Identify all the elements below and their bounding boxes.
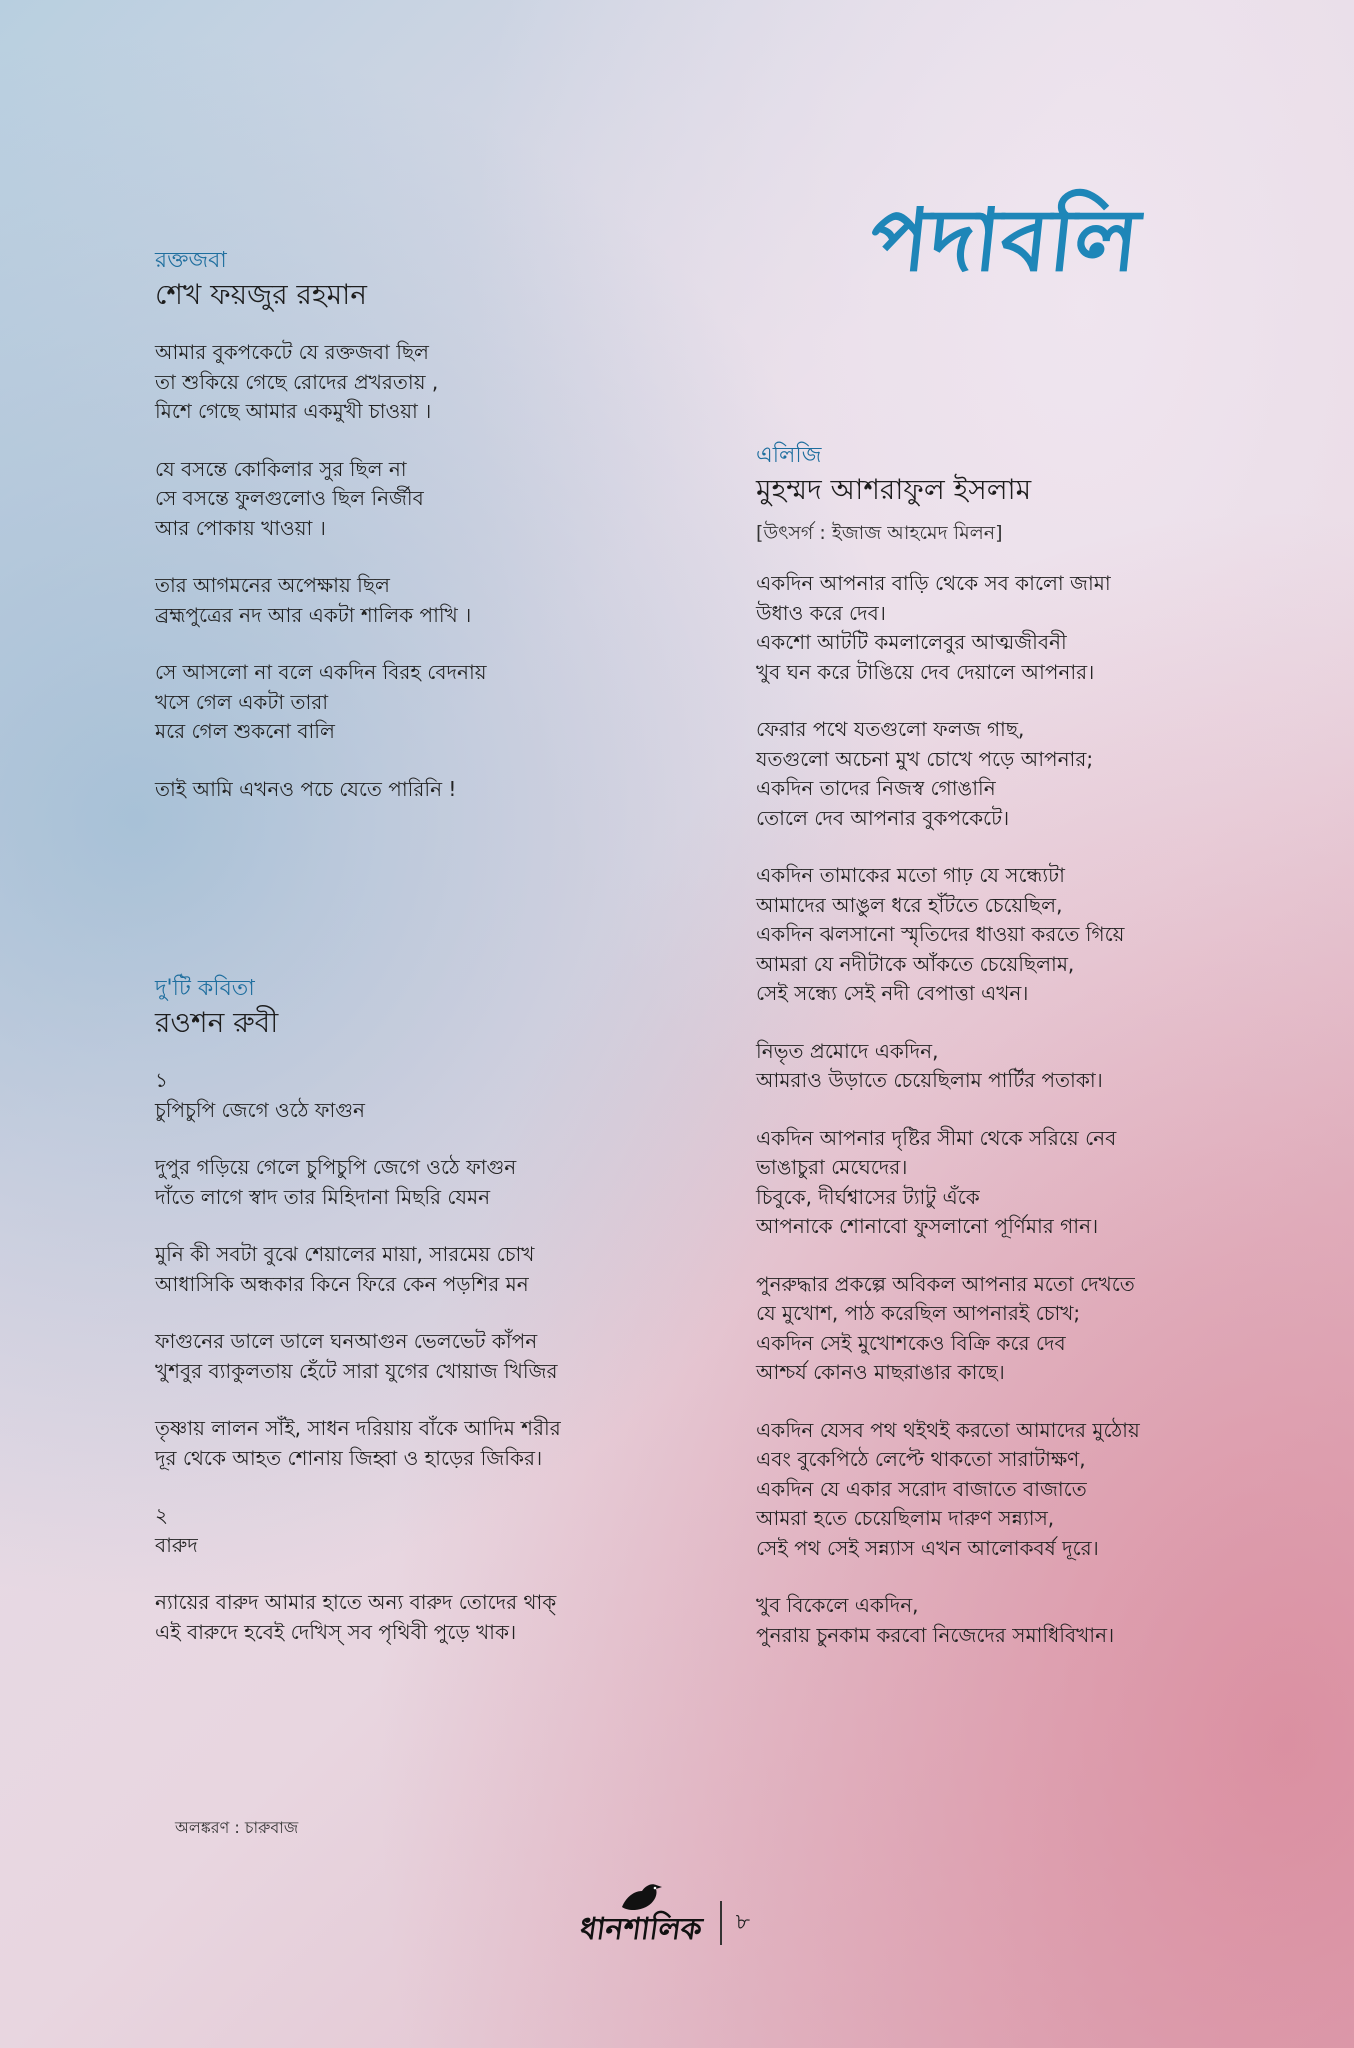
poem-stanza (155, 775, 715, 805)
poem-line: ১ (155, 1068, 168, 1092)
section-title: পদাবলি (865, 191, 1145, 291)
poem-line: তার আগমনের অপেক্ষায় ছিল (155, 573, 390, 597)
poem-stanza (155, 1414, 715, 1473)
poem-stanza (756, 1037, 1316, 1096)
poem-title: দু'টি কবিতা (155, 976, 255, 1001)
poem-line: যে মুখোশ, পাঠ করেছিল আপনারই চোখ; (756, 1301, 1081, 1325)
poem-line: খুশবুর ব্যাকুলতায় হেঁটে সারা যুগের খোয়াজ খিজির (155, 1358, 558, 1383)
poem-line: আমরা যে নদীটাকে আঁকতে চেয়েছিলাম, (756, 951, 1075, 976)
poem-line: ফাগুনের ডালে ডালে ঘনআগুন ভেলভেট কাঁপন (155, 1329, 538, 1353)
poem-line: আমাদের আঙুল ধরে হাঁটতে চেয়েছিল, (756, 892, 1063, 917)
poem-dedication: [উৎসর্গ : ইজাজ আহমেদ মিলন] (756, 522, 1003, 544)
page-footer (577, 1868, 751, 1958)
poem-stanza (155, 1327, 715, 1386)
poem-line: এবং বুকেপিঠে লেপ্টে থাকতো সারাটাক্ষণ, (756, 1447, 1086, 1471)
bird-icon (616, 1879, 666, 1913)
poem-line: আপনাকে শোনাবো ফুসলানো পূর্ণিমার গান। (756, 1214, 1099, 1238)
poem-line: ব্রহ্মপুত্রের নদ আর একটা শালিক পাখি । (155, 602, 472, 627)
spacer (155, 832, 715, 974)
poem-line: আমরা হতে চেয়েছিলাম দারুণ সন্ন্যাস, (756, 1506, 1055, 1530)
poem-stanza (155, 1588, 715, 1647)
poem-line: ২ (155, 1503, 169, 1527)
poem-line: মরে গেল শুকনো বালি (155, 719, 335, 743)
poem-stanza (756, 1124, 1316, 1242)
poem-line: তা শুকিয়ে গেছে রোদের প্রখরতায় , (155, 369, 439, 394)
poem-stanza (756, 1270, 1316, 1388)
poem-line: খুব বিকেলে একদিন, (756, 1593, 919, 1617)
footer-divider (720, 1901, 722, 1945)
poem-line: ফেরার পথে যতগুলো ফলজ গাছ, (756, 717, 1025, 741)
poem-line: একদিন ঝলসানো স্মৃতিদের ধাওয়া করতে গিয়ে (756, 922, 1125, 946)
logo-text: ধানশালিক (577, 1912, 705, 1947)
poem-line: একদিন তাদের নিজস্ব গোঙানি (756, 776, 996, 800)
poem-stanza (155, 338, 715, 427)
poem-line: পুনরুদ্ধার প্রকল্পে অবিকল আপনার মতো দেখতে (756, 1271, 1135, 1296)
poem-line: উধাও করে দেব। (756, 600, 886, 625)
poem-line: একশো আটটি কমলালেবুর আত্মজীবনী (756, 630, 1067, 654)
poem-line: পুনরায় চুনকাম করবো নিজেদের সমাধিবিখান। (756, 1622, 1115, 1647)
poem-line: সেই সন্ধ্যে সেই নদী বেপাত্তা এখন। (756, 981, 1029, 1005)
poem-line: ভাঙাচুরা মেঘেদের। (756, 1155, 908, 1179)
poem-stanza (155, 455, 715, 544)
poem-stanza (155, 1153, 715, 1212)
poem-body (155, 1066, 715, 1647)
poem-block (155, 246, 715, 804)
poem-line: দূর থেকে আহত শোনায় জিহ্বা ও হাড়ের জিকির। (155, 1445, 543, 1470)
poem-line: তৃষ্ণায় লালন সাঁই, সাধন দরিয়ায় বাঁকে আদিম শরীর (155, 1416, 561, 1440)
poem-stanza (756, 569, 1316, 687)
poem-line: বারুদ (155, 1532, 198, 1557)
poem-stanza (155, 1066, 715, 1125)
poem-line: আশ্চর্য কোনও মাছরাঙার কাছে। (756, 1360, 1005, 1384)
poem-body (155, 338, 715, 804)
poem-line: একদিন যে একার সরোদ বাজাতে বাজাতে (756, 1476, 1087, 1501)
poem-stanza (155, 1240, 715, 1299)
poem-line: দাঁতে লাগে স্বাদ তার মিহিদানা মিছরি যেমন (155, 1184, 491, 1209)
poem-line: একদিন আপনার বাড়ি থেকে সব কালো জামা (756, 571, 1111, 595)
poem-stanza (756, 715, 1316, 833)
poem-line: চিবুকে, দীর্ঘশ্বাসের ট্যাটু এঁকে (756, 1184, 980, 1209)
poem-line: চুপিচুপি জেগে ওঠে ফাগুন (155, 1097, 365, 1122)
poem-line: সেই পথ সেই সন্ন্যাস এখন আলোকবর্ষ দূরে। (756, 1535, 1099, 1560)
poem-line: খুব ঘন করে টাঙিয়ে দেব দেয়ালে আপনার। (756, 659, 1095, 684)
poem-line: আর পোকায় খাওয়া । (155, 515, 326, 540)
right-column (756, 441, 1316, 1678)
poem-line: একদিন তামাকের মতো গাঢ় যে সন্ধ্যেটা (756, 863, 1065, 887)
poem-body (756, 569, 1316, 1650)
left-column (155, 246, 715, 1675)
poem-line: খসে গেল একটা তারা (155, 689, 329, 714)
poem-line: নিভৃত প্রমোদে একদিন, (756, 1038, 939, 1063)
poem-line: দুপুর গড়িয়ে গেলে চুপিচুপি জেগে ওঠে ফাগুন (155, 1155, 517, 1179)
poem-stanza (756, 1416, 1316, 1564)
poem-line: সে আসলো না বলে একদিন বিরহ বেদনায় (155, 660, 487, 684)
poem-line: তাই আমি এখনও পচে যেতে পারিনি ! (155, 776, 457, 801)
poem-author: শেখ ফয়জুর রহমান (155, 278, 368, 311)
illustration-credit: অলঙ্করণ : চারুবাজ (175, 1818, 299, 1837)
poem-stanza (155, 1501, 715, 1560)
magazine-logo (577, 1879, 705, 1947)
poem-line: মুনি কী সবটা বুঝে শেয়ালের মায়া, সারমেয় চোখ (155, 1242, 535, 1266)
poem-title: রক্তজবা (155, 248, 227, 273)
poem-author: রওশন রুবী (155, 1006, 279, 1039)
poem-stanza (155, 571, 715, 630)
poem-line: এই বারুদে হবেই দেখিস্ সব পৃথিবী পুড়ে খাক। (155, 1619, 517, 1644)
poem-line: সে বসন্তে ফুলগুলোও ছিল নির্জীব (155, 486, 424, 510)
poem-line: আমার বুকপকেটে যে রক্তজবা ছিল (155, 340, 429, 364)
poem-line: তোলে দেব আপনার বুকপকেটে। (756, 805, 1010, 830)
poem-line: আমরাও উড়াতে চেয়েছিলাম পার্টির পতাকা। (756, 1068, 1103, 1092)
poem-author: মুহম্মদ আশরাফুল ইসলাম (756, 473, 1032, 506)
poem-line: একদিন সেই মুখোশকেও বিক্রি করে দেব (756, 1330, 1066, 1355)
poem-stanza (155, 658, 715, 747)
poem-line: একদিন যেসব পথ থইথই করতো আমাদের মুঠোয় (756, 1417, 1140, 1442)
poem-line: যে বসন্তে কোকিলার সুর ছিল না (155, 456, 407, 481)
poem-line: যতগুলো অচেনা মুখ চোখে পড়ে আপনার; (756, 746, 1094, 771)
poem-line: ন্যায়ের বারুদ আমার হাতে অন্য বারুদ তোদের থাক্ (155, 1590, 557, 1614)
poem-line: একদিন আপনার দৃষ্টির সীমা থেকে সরিয়ে নেব (756, 1125, 1117, 1150)
poem-line: মিশে গেছে আমার একমুখী চাওয়া । (155, 399, 432, 423)
page-number: ৮ (735, 1909, 751, 1935)
poem-block (155, 974, 715, 1647)
poem-stanza (756, 861, 1316, 1009)
poem-title: এলিজি (756, 443, 822, 468)
poem-line: আধাসিকি অন্ধকার কিনে ফিরে কেন পড়শির মন (155, 1271, 529, 1296)
poem-stanza (756, 1591, 1316, 1650)
